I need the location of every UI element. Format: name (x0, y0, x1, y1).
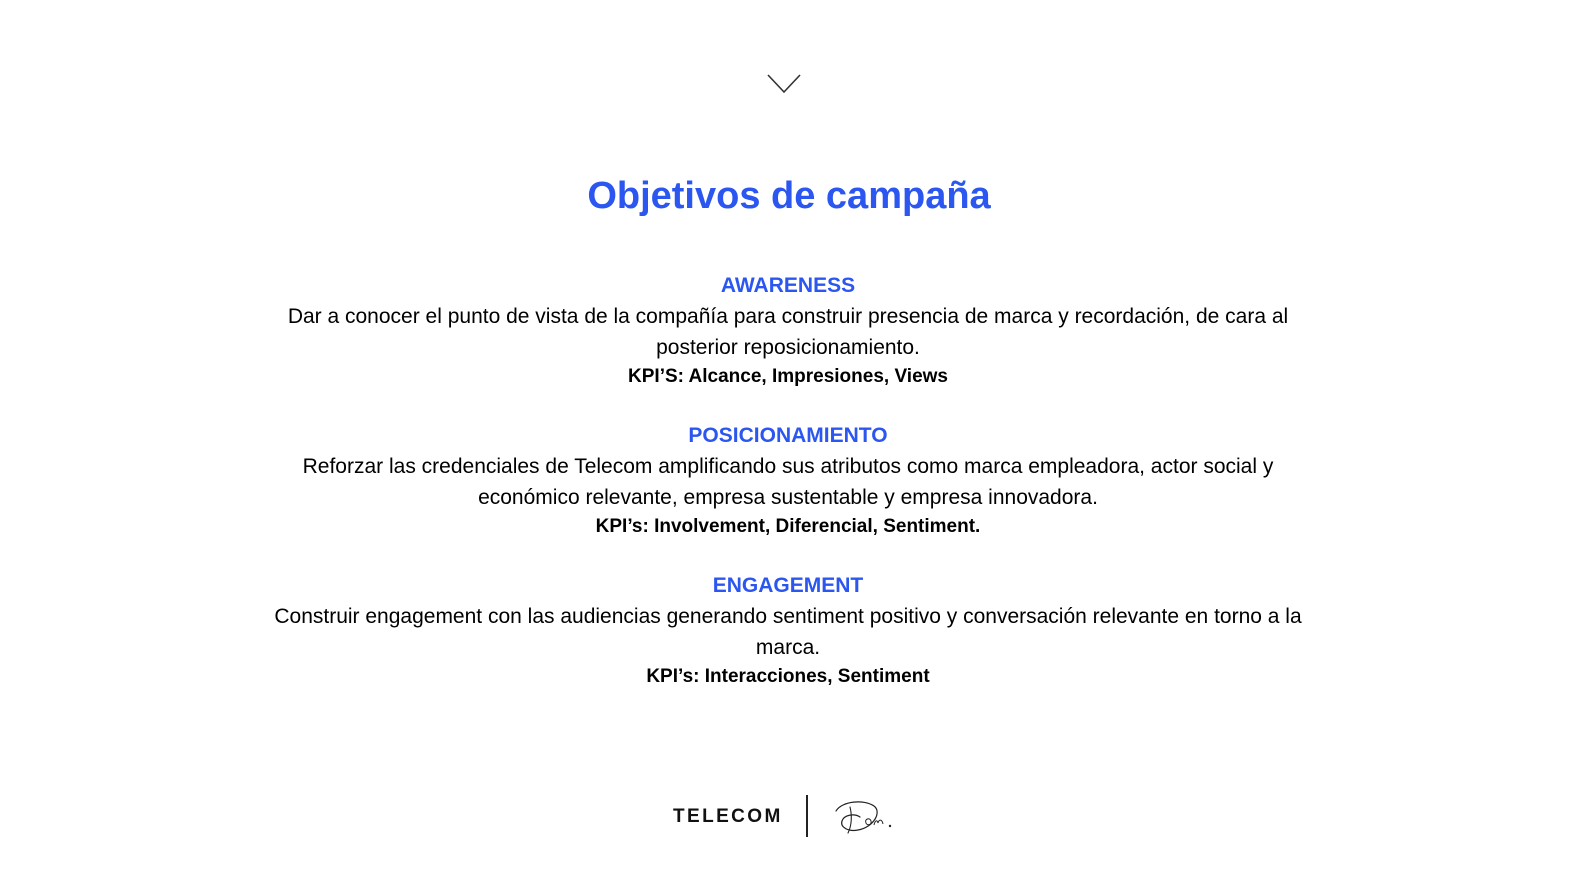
objective-kpis: KPI’s: Interacciones, Sentiment (646, 666, 930, 687)
objective-kpis: KPI’s: Involvement, Diferencial, Sentiment. (595, 516, 981, 537)
page-title: Objetivos de campaña (587, 175, 991, 217)
objective-heading: AWARENESS (720, 274, 856, 297)
objective-engagement (260, 571, 1316, 691)
chevron-down-icon[interactable] (767, 74, 801, 94)
objective-heading: POSICIONAMIENTO (688, 424, 888, 447)
objective-heading: ENGAGEMENT (712, 574, 864, 597)
objective-description: Construir engagement con las audiencias generando sentiment positivo y conversación relevante en torno a la marca. (274, 605, 1302, 659)
don-signature-logo (830, 797, 898, 837)
objective-awareness (260, 271, 1316, 391)
objective-kpis: KPI’S: Alcance, Impresiones, Views (628, 366, 948, 387)
objective-description: Dar a conocer el punto de vista de la compañía para construir presencia de marca y recordación, de cara al posterior reposicionamiento. (287, 305, 1289, 359)
objective-posicionamiento (260, 421, 1316, 541)
logo-divider (806, 795, 808, 837)
footer-logos (0, 795, 1578, 839)
objective-description: Reforzar las credenciales de Telecom amplificando sus atributos como marca empleadora, actor social y económico relevante, empresa sustentable y empresa innovadora. (302, 455, 1274, 509)
telecom-logo: TELECOM (673, 806, 783, 827)
